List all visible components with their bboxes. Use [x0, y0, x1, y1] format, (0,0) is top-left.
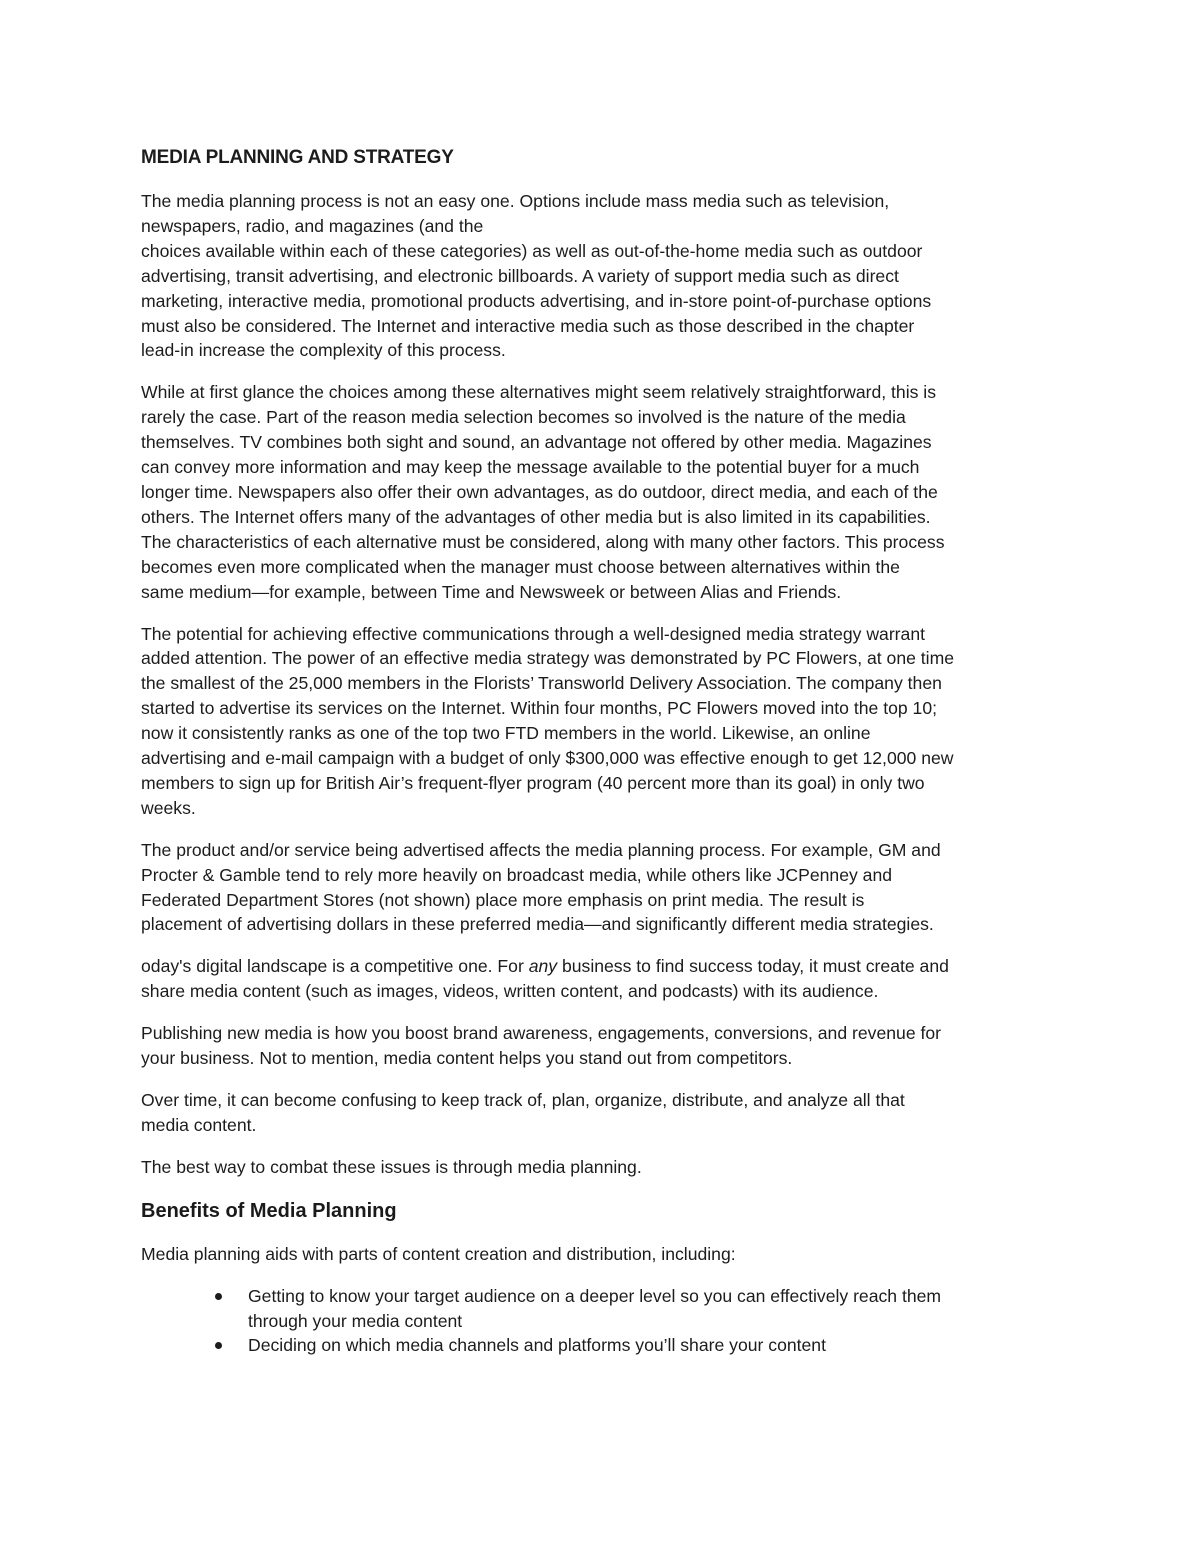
overtime-paragraph	[141, 1088, 1070, 1138]
text-line: Media planning aids with parts of content creation and distribution, including:	[141, 1243, 736, 1264]
benefits-intro-paragraph	[141, 1242, 1070, 1267]
text-line: placement of advertising dollars in these preferred media—and significantly different media strategies.	[141, 914, 934, 935]
text-line: themselves. TV combines both sight and sound, an advantage not offered by other media. Magazines	[141, 432, 932, 453]
benefits-list	[141, 1284, 1070, 1359]
text-segment: business to find success today, it must create and	[557, 956, 949, 977]
text-line: Deciding on which media channels and platforms you’ll share your content	[248, 1335, 826, 1356]
list-item	[207, 1333, 1070, 1358]
list-item	[207, 1284, 1070, 1334]
text-line: The media planning process is not an easy one. Options include mass media such as television,	[141, 191, 890, 211]
text-line: the smallest of the 25,000 members in the Florists’ Transworld Delivery Association. The company then	[141, 673, 942, 694]
intro-paragraph	[141, 189, 1070, 363]
text-line	[141, 954, 1070, 979]
text-line: marketing, interactive media, promotional products advertising, and in-store point-of-purchase options	[141, 290, 932, 311]
benefits-heading: Benefits of Media Planning	[141, 1199, 397, 1222]
text-line: The best way to combat these issues is through media planning.	[141, 1156, 642, 1177]
text-line: media content.	[141, 1114, 257, 1135]
text-line: others. The Internet offers many of the advantages of other media but is also limited in its capabilities.	[141, 506, 931, 527]
text-line: can convey more information and may keep the message available to the potential buyer for a much	[141, 457, 920, 478]
text-line: rarely the case. Part of the reason media selection becomes so involved is the nature of the media	[141, 407, 906, 428]
text-line: same medium—for example, between Time and Newsweek or between Alias and Friends.	[141, 581, 842, 602]
text-line: lead-in increase the complexity of this process.	[141, 340, 506, 361]
text-line: must also be considered. The Internet and interactive media such as those described in the chapter	[141, 315, 915, 336]
text-line: members to sign up for British Air’s frequent-flyer program (40 percent more than its goal) in only two	[141, 772, 925, 793]
page-title: MEDIA PLANNING AND STRATEGY	[141, 147, 454, 168]
text-line: While at first glance the choices among these alternatives might seem relatively straightforward, this is	[141, 382, 937, 403]
text-line: becomes even more complicated when the manager must choose between alternatives within the	[141, 556, 900, 577]
text-line: The product and/or service being advertised affects the media planning process. For example, GM and	[141, 839, 941, 860]
text-line: your business. Not to mention, media content helps you stand out from competitors.	[141, 1048, 793, 1069]
potential-paragraph	[141, 622, 1070, 821]
choices-paragraph	[141, 380, 1070, 604]
text-line: advertising and e-mail campaign with a budget of only $300,000 was effective enough to get 12,000 new	[141, 748, 954, 769]
text-line: started to advertise its services on the Internet. Within four months, PC Flowers moved into the top 10;	[141, 698, 937, 719]
text-line: now it consistently ranks as one of the top two FTD members in the world. Likewise, an online	[141, 723, 871, 744]
text-line: share media content (such as images, videos, written content, and podcasts) with its audience.	[141, 981, 879, 1002]
text-line: added attention. The power of an effective media strategy was demonstrated by PC Flowers, at one time	[141, 648, 955, 669]
text-line: advertising, transit advertising, and electronic billboards. A variety of support media such as direct	[141, 265, 899, 286]
text-line: choices available within each of these categories) as well as out-of-the-home media such as outdoor	[141, 240, 923, 261]
text-line: Getting to know your target audience on a deeper level so you can effectively reach them	[248, 1285, 942, 1306]
text-line: Federated Department Stores (not shown) place more emphasis on print media. The result is	[141, 889, 865, 910]
emphasis-text: any	[528, 956, 558, 977]
text-line: weeks.	[141, 797, 196, 818]
combat-paragraph	[141, 1155, 1070, 1180]
product-paragraph	[141, 838, 1070, 938]
text-line: newspapers, radio, and magazines (and the	[141, 215, 484, 236]
text-line: through your media content	[248, 1310, 463, 1331]
digital-paragraph	[141, 954, 1070, 1004]
text-line: Over time, it can become confusing to keep track of, plan, organize, distribute, and analyze all that	[141, 1090, 905, 1110]
text-segment: oday's digital landscape is a competitive one. For	[141, 956, 529, 977]
text-line: Procter & Gamble tend to rely more heavily on broadcast media, while others like JCPenney and	[141, 864, 893, 885]
text-line: longer time. Newspapers also offer their own advantages, as do outdoor, direct media, and each of the	[141, 481, 938, 502]
publishing-paragraph	[141, 1021, 1070, 1071]
text-line: The potential for achieving effective communications through a well-designed media strategy warrant	[141, 623, 925, 644]
text-line: The characteristics of each alternative must be considered, along with many other factors. This process	[141, 531, 945, 552]
text-line: Publishing new media is how you boost brand awareness, engagements, conversions, and revenue for	[141, 1023, 942, 1044]
bullet-icon	[215, 1293, 222, 1300]
bullet-icon	[215, 1342, 222, 1349]
